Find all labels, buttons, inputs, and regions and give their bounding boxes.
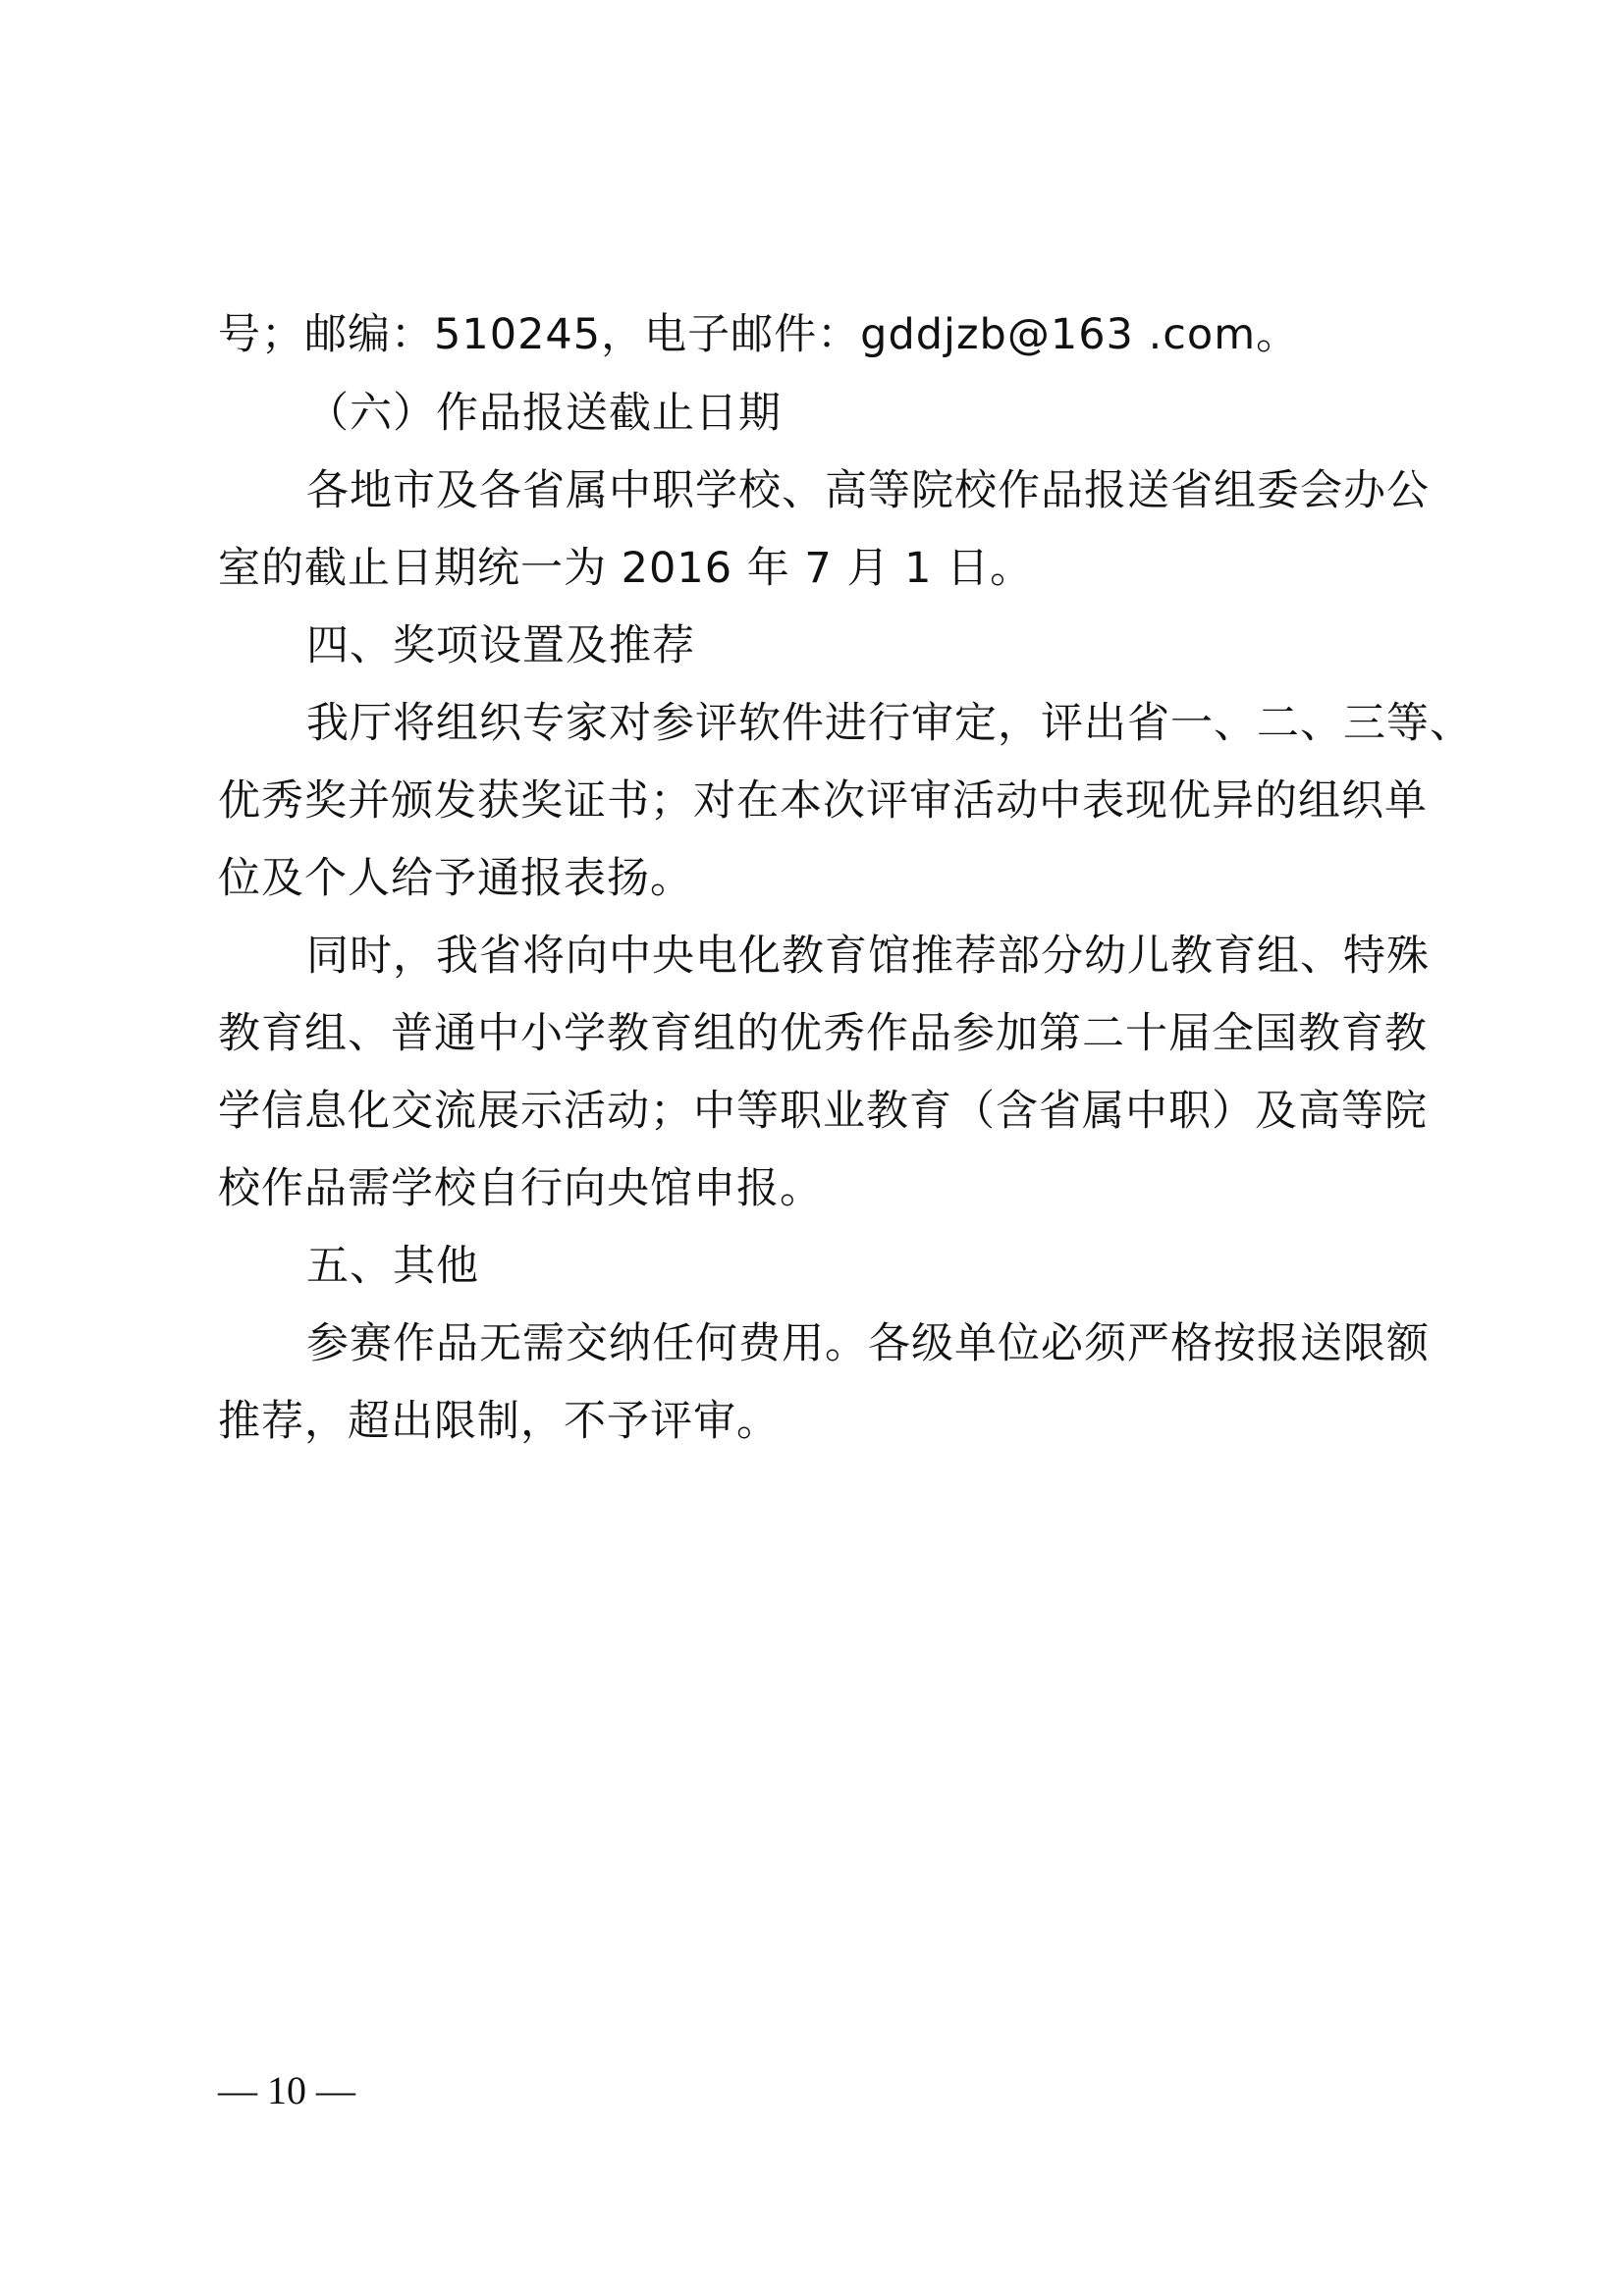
paragraph-line: 校作品需学校自行向央馆申报。 bbox=[218, 1164, 823, 1213]
paragraph-line: 学信息化交流展示活动；中等职业教育（含省属中职）及高等院 bbox=[218, 1087, 1428, 1136]
paragraph-line: 参赛作品无需交纳任何费用。各级单位必须严格按报送限额 bbox=[306, 1319, 1430, 1368]
section-heading-deadline: （六）作品报送截止日期 bbox=[306, 389, 782, 438]
paragraph-line: 室的截止日期统一为 2016 年 7 月 1 日。 bbox=[218, 544, 1034, 593]
section-heading-awards: 四、奖项设置及推荐 bbox=[306, 621, 695, 670]
page-number: — 10 — bbox=[218, 2068, 355, 2112]
paragraph-line: 同时，我省将向中央电化教育馆推荐部分幼儿教育组、特殊 bbox=[306, 932, 1430, 981]
paragraph-line: 位及个人给予通报表扬。 bbox=[218, 854, 693, 903]
paragraph-line: 推荐，超出限制，不予评审。 bbox=[218, 1397, 780, 1446]
paragraph-line: 教育组、普通中小学教育组的优秀作品参加第二十届全国教育教 bbox=[218, 1009, 1428, 1058]
paragraph-line: 各地市及各省属中职学校、高等院校作品报送省组委会办公 bbox=[306, 466, 1430, 515]
contact-line: 号；邮编：510245，电子邮件：gddjzb@163 .com。 bbox=[218, 310, 1300, 359]
paragraph-line: 我厅将组织专家对参评软件进行审定，评出省一、二、三等、 bbox=[306, 699, 1473, 748]
paragraph-line: 优秀奖并颁发获奖证书；对在本次评审活动中表现优异的组织单 bbox=[218, 776, 1428, 826]
section-heading-other: 五、其他 bbox=[306, 1242, 479, 1291]
